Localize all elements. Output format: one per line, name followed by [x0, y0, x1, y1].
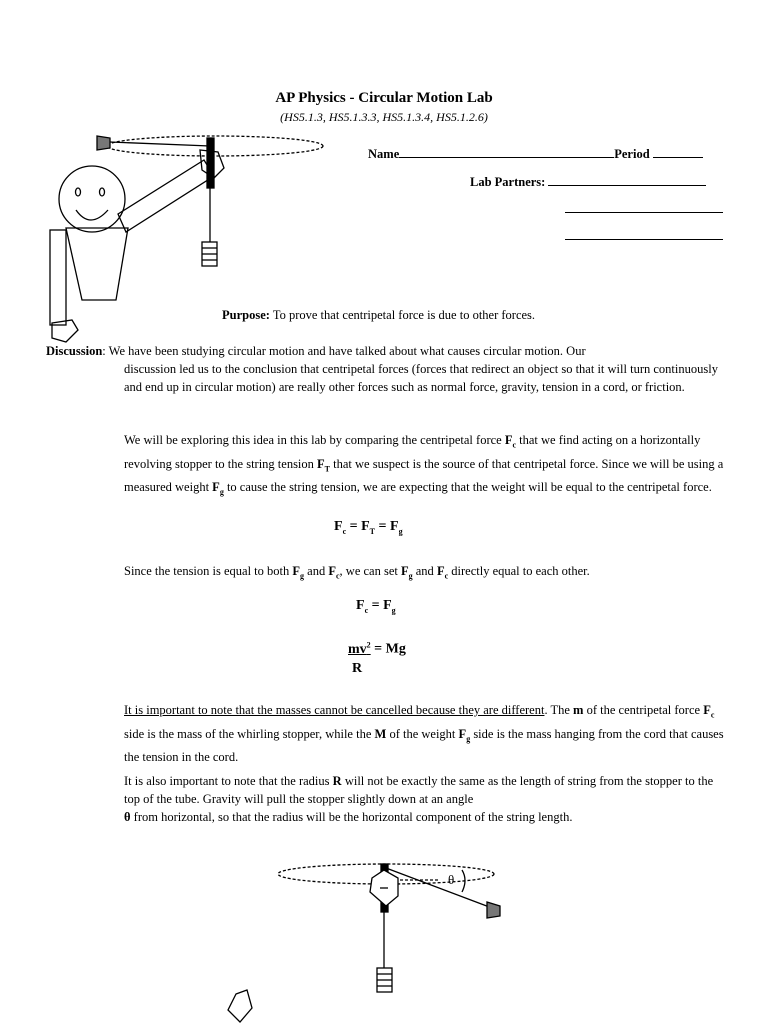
equation-fc-ft-fg: $F_c = F_T = F_g$ — [334, 519, 403, 536]
period-label: Period — [614, 147, 650, 161]
partners-row — [470, 173, 706, 190]
equation-r-denominator: R — [352, 661, 363, 676]
stopper-top — [97, 136, 110, 150]
whirling-figure-bottom — [228, 864, 500, 1022]
symbol-fc: $F_c$ — [504, 433, 517, 450]
purpose-line — [222, 306, 535, 324]
name-blank[interactable] — [399, 145, 614, 158]
purpose-text: To prove that centripetal force is due to other forces. — [272, 308, 536, 322]
period-blank[interactable] — [653, 145, 703, 158]
discussion-p1-first: We have been studying circular motion and have talked about what causes circular motion. Our — [108, 344, 586, 358]
partner-blank-1[interactable] — [548, 173, 706, 186]
symbol-ft: $F_T$ — [317, 456, 331, 473]
lowered-arm — [50, 230, 66, 325]
name-label: Name — [368, 147, 400, 161]
discussion-label: Discussion — [46, 344, 103, 358]
page-title: AP Physics - Circular Motion Lab — [275, 90, 493, 106]
theta-label-diagram: θ — [448, 872, 455, 887]
symbol-fg: $F_g$ — [212, 480, 224, 497]
partner-blank-3[interactable] — [565, 227, 723, 240]
discussion-p4: It is important to note that the masses cannot be cancelled because they are different. The m of the centripetal force $F_c$ side is the mass of the whirling stopper, while the M of the weight $F_g$ side is the mass hanging from the cord that causes the tension in the cord. — [124, 703, 724, 764]
partner-blank-2[interactable] — [565, 200, 723, 213]
purpose-label: Purpose: — [222, 308, 270, 322]
raised-arm — [118, 160, 214, 232]
stray-hand — [228, 990, 252, 1022]
discussion-p2: We will be exploring this idea in this lab by comparing the centripetal force $F_c$ that we find acting on a horizontally revolving stopper to the string tension $F_T$ that we suspect is the source of that centripetal force. Since we will be using a measured weight $F_g$ to cause the string tension, we are expecting that the weight will be equal to the centripetal force. — [124, 433, 724, 497]
smiley-head — [59, 166, 125, 232]
discussion-p1-rest: discussion led us to the conclusion that centripetal forces (forces that redirect an object so that it will turn continuously and end up in circular motion) are really other forces such as normal force, gravity, tension in a cord, or friction. — [124, 362, 718, 394]
lowered-hand — [52, 320, 78, 342]
discussion-first-line: Discussion: We have been studying circular motion and have talked about what causes circular motion. Our — [46, 344, 586, 358]
equation-fc-fg: $F_c = F_g$ — [356, 598, 396, 615]
standards-codes: (HS5.1.3, HS5.1.3.3, HS5.1.3.4, HS5.1.2.6) — [280, 110, 488, 124]
discussion-p3: Since the tension is equal to both $F_g$ and $F_c$, we can set $F_g$ and $F_c$ directly equal to each other. — [124, 564, 590, 581]
name-period-row — [368, 145, 703, 162]
torso — [66, 228, 128, 300]
equation-mv2-r: $mv^2 = Mg$ — [348, 640, 406, 657]
discussion-p5: It is also important to note that the radius R will not be exactly the same as the length of string from the stopper to the top of the tube. Gravity will pull the stopper slightly down at an angle θ from horizontal, so that the radius will be the horizontal component of the string length. — [124, 774, 714, 824]
partners-label: Lab Partners: — [470, 175, 546, 189]
orbit-ellipse-top — [107, 136, 323, 156]
stopper-bottom — [487, 902, 500, 918]
